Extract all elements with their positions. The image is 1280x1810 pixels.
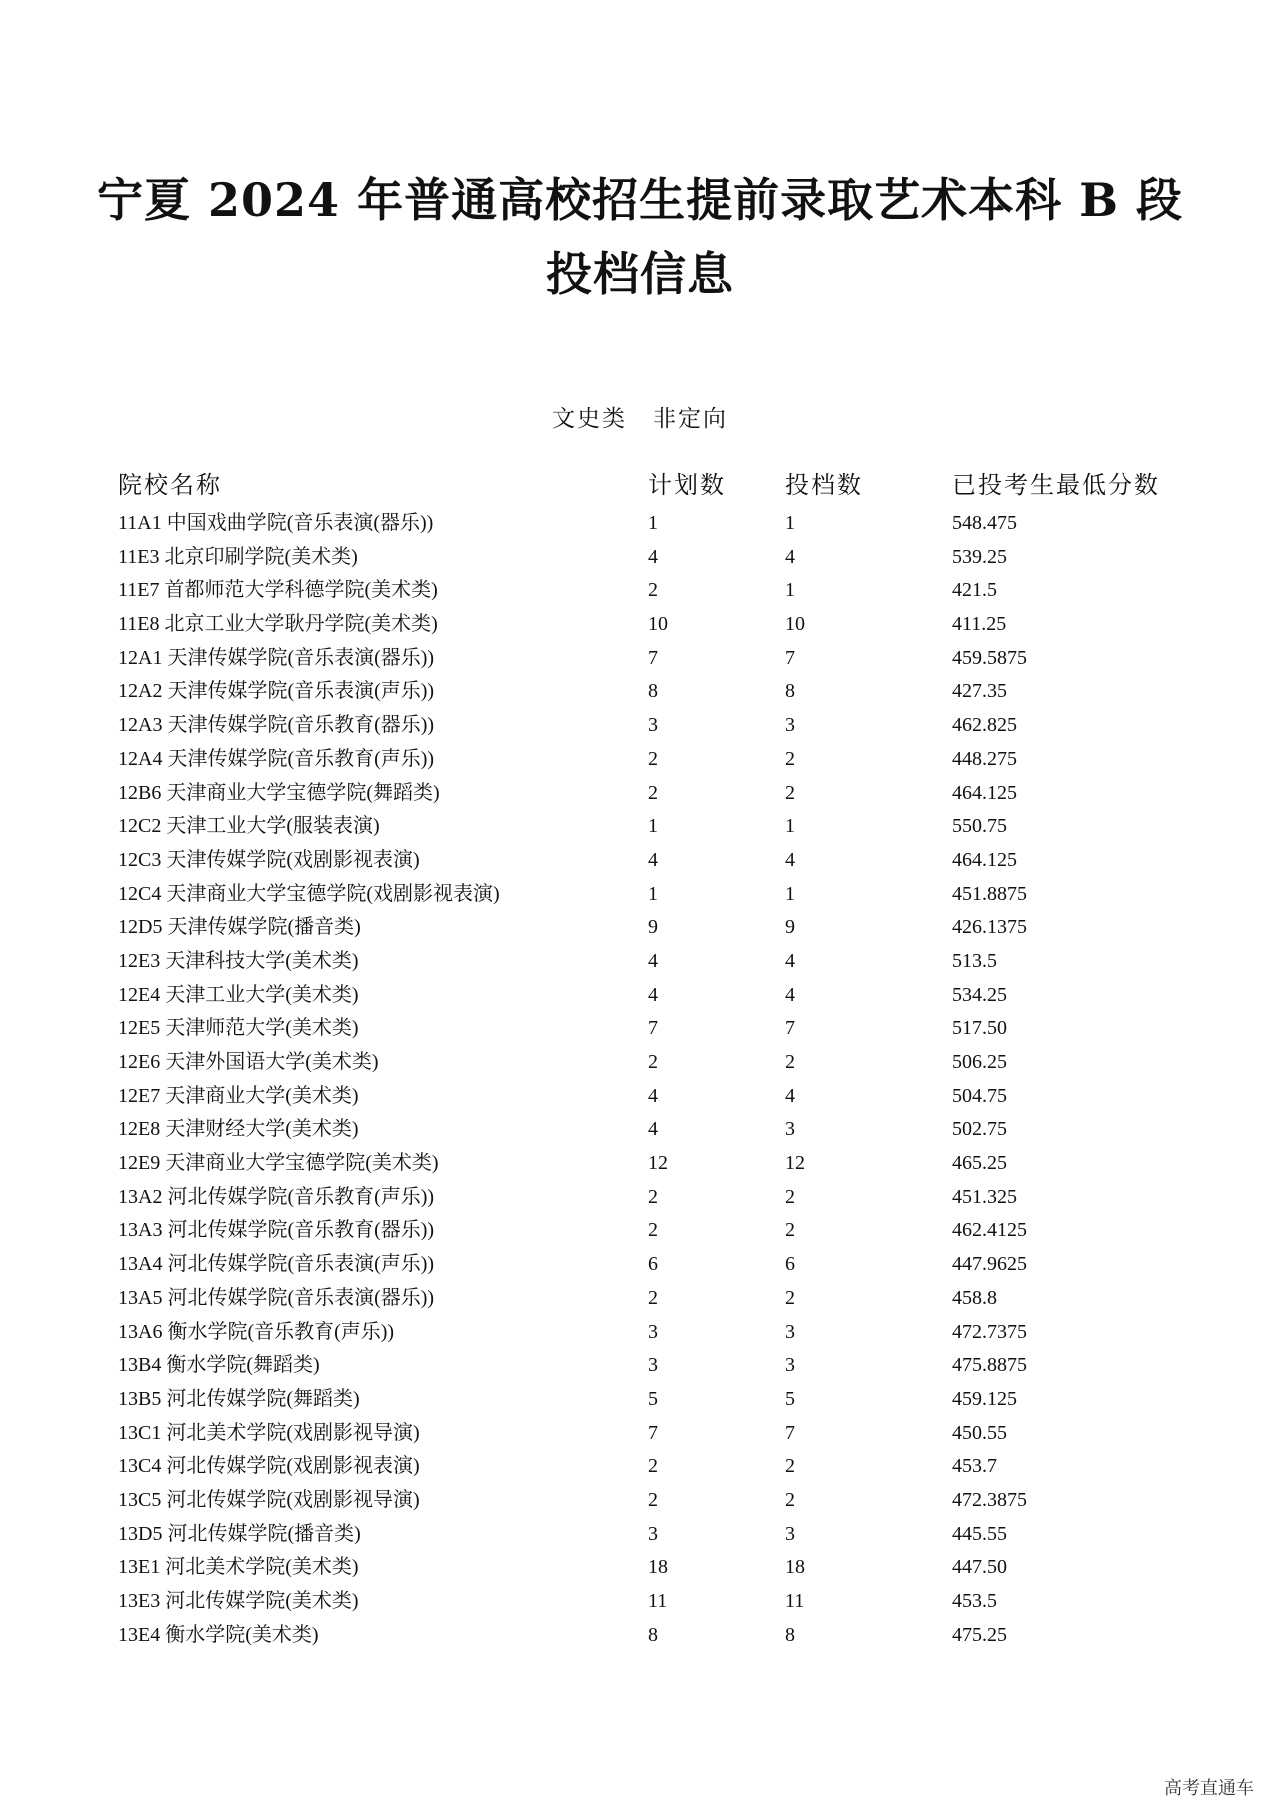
cell-school-name: 12A3 天津传媒学院(音乐教育(器乐)) <box>118 714 435 737</box>
table-row <box>118 743 1198 777</box>
cell-plan-count: 4 <box>648 848 658 871</box>
table-row <box>118 1585 1198 1619</box>
header-school-name: 院校名称 <box>118 471 222 499</box>
table-row <box>118 507 1198 541</box>
cell-min-score: 453.5 <box>952 1590 997 1612</box>
cell-admit-count: 2 <box>785 1286 795 1309</box>
cell-min-score: 453.7 <box>952 1455 997 1478</box>
header-min-score: 已投考生最低分数 <box>952 471 1160 499</box>
cell-min-score: 465.25 <box>952 1152 1007 1175</box>
cell-min-score: 427.35 <box>952 680 1007 703</box>
cell-school-name: 12E6 天津外国语大学(美术类) <box>118 1051 379 1073</box>
cell-min-score: 462.4125 <box>952 1219 1027 1242</box>
cell-school-name: 12E9 天津商业大学宝德学院(美术类) <box>118 1152 439 1175</box>
cell-admit-count: 9 <box>785 916 795 939</box>
cell-plan-count: 4 <box>648 983 658 1006</box>
cell-school-name: 12C2 天津工业大学(服装表演) <box>118 815 380 838</box>
admission-table <box>118 465 1198 1652</box>
cell-plan-count: 2 <box>648 1185 658 1208</box>
cell-min-score: 450.55 <box>952 1421 1007 1444</box>
cell-min-score: 504.75 <box>952 1084 1007 1107</box>
cell-min-score: 539.25 <box>952 545 1007 568</box>
table-row <box>118 1349 1198 1383</box>
cell-admit-count: 1 <box>785 882 795 905</box>
cell-min-score: 447.9625 <box>952 1253 1027 1276</box>
cell-plan-count: 6 <box>648 1253 658 1276</box>
table-row <box>118 878 1198 912</box>
table-row <box>118 1080 1198 1114</box>
cell-plan-count: 2 <box>648 1286 658 1309</box>
cell-school-name: 12C4 天津商业大学宝德学院(戏剧影视表演) <box>118 882 500 905</box>
table-row <box>118 642 1198 676</box>
cell-school-name: 11E3 北京印刷学院(美术类) <box>118 545 358 568</box>
cell-plan-count: 1 <box>648 815 658 838</box>
cell-plan-count: 2 <box>648 781 658 804</box>
cell-min-score: 459.125 <box>952 1387 1017 1410</box>
cell-school-name: 13C5 河北传媒学院(戏剧影视导演) <box>118 1488 420 1511</box>
cell-school-name: 12E7 天津商业大学(美术类) <box>118 1084 359 1107</box>
cell-min-score: 421.5 <box>952 579 997 602</box>
cell-admit-count: 3 <box>785 1522 795 1545</box>
direction-label: 非定向 <box>653 406 728 432</box>
cell-school-name: 11E7 首都师范大学科德学院(美术类) <box>118 579 438 602</box>
cell-min-score: 472.3875 <box>952 1488 1027 1511</box>
cell-admit-count: 18 <box>785 1556 805 1579</box>
cell-admit-count: 7 <box>785 1017 795 1040</box>
cell-plan-count: 2 <box>648 1455 658 1478</box>
cell-school-name: 13A5 河北传媒学院(音乐表演(器乐)) <box>118 1286 435 1309</box>
cell-school-name: 12E8 天津财经大学(美术类) <box>118 1118 359 1141</box>
table-row <box>118 1619 1198 1653</box>
cell-min-score: 548.475 <box>952 512 1017 534</box>
table-row <box>118 1316 1198 1350</box>
cell-admit-count: 8 <box>785 1623 795 1646</box>
cell-min-score: 426.1375 <box>952 916 1027 939</box>
cell-plan-count: 3 <box>648 1522 658 1545</box>
cell-admit-count: 11 <box>785 1590 805 1612</box>
table-row <box>118 1282 1198 1316</box>
cell-plan-count: 3 <box>648 1354 658 1377</box>
cell-admit-count: 3 <box>785 1320 795 1343</box>
page-title: 宁夏 2024 年普通高校招生提前录取艺术本科 B 段 <box>97 173 1183 227</box>
cell-min-score: 464.125 <box>952 848 1017 871</box>
cell-plan-count: 3 <box>648 1320 658 1343</box>
cell-min-score: 447.50 <box>952 1556 1007 1579</box>
table-header <box>118 465 1198 505</box>
cell-admit-count: 4 <box>785 949 795 972</box>
cell-admit-count: 4 <box>785 1084 795 1107</box>
table-row <box>118 979 1198 1013</box>
cell-plan-count: 8 <box>648 680 658 703</box>
cell-school-name: 13A6 衡水学院(音乐教育(声乐)) <box>118 1320 395 1343</box>
table-row <box>118 541 1198 575</box>
table-row <box>118 1417 1198 1451</box>
cell-school-name: 13E1 河北美术学院(美术类) <box>118 1556 359 1579</box>
table-row <box>118 1450 1198 1484</box>
watermark-text: 高考直通车 <box>1164 1778 1254 1799</box>
cell-school-name: 11A1 中国戏曲学院(音乐表演(器乐)) <box>118 512 434 534</box>
cell-min-score: 502.75 <box>952 1118 1007 1141</box>
cell-admit-count: 7 <box>785 646 795 669</box>
cell-admit-count: 2 <box>785 781 795 804</box>
cell-admit-count: 2 <box>785 1185 795 1208</box>
table-row <box>118 1484 1198 1518</box>
table-row <box>118 777 1198 811</box>
cell-admit-count: 6 <box>785 1253 795 1276</box>
cell-school-name: 12E4 天津工业大学(美术类) <box>118 983 359 1006</box>
cell-school-name: 12A2 天津传媒学院(音乐表演(声乐)) <box>118 680 435 703</box>
table-row <box>118 1383 1198 1417</box>
cell-min-score: 517.50 <box>952 1017 1007 1040</box>
cell-min-score: 506.25 <box>952 1051 1007 1073</box>
cell-plan-count: 11 <box>648 1590 668 1612</box>
cell-plan-count: 2 <box>648 1219 658 1242</box>
cell-admit-count: 1 <box>785 579 795 602</box>
table-row <box>118 1046 1198 1080</box>
cell-admit-count: 12 <box>785 1152 805 1175</box>
cell-school-name: 13A3 河北传媒学院(音乐教育(器乐)) <box>118 1219 435 1242</box>
cell-admit-count: 2 <box>785 1488 795 1511</box>
cell-admit-count: 2 <box>785 1455 795 1478</box>
cell-min-score: 472.7375 <box>952 1320 1027 1343</box>
cell-admit-count: 3 <box>785 1118 795 1141</box>
cell-plan-count: 2 <box>648 579 658 602</box>
table-row <box>118 810 1198 844</box>
table-row <box>118 709 1198 743</box>
table-row <box>118 1551 1198 1585</box>
cell-school-name: 13E3 河北传媒学院(美术类) <box>118 1590 359 1612</box>
cell-min-score: 448.275 <box>952 747 1017 770</box>
cell-admit-count: 3 <box>785 714 795 737</box>
section-subtitle <box>0 400 1280 433</box>
cell-min-score: 459.5875 <box>952 646 1027 669</box>
cell-min-score: 451.8875 <box>952 882 1027 905</box>
cell-plan-count: 1 <box>648 882 658 905</box>
cell-plan-count: 2 <box>648 1051 658 1073</box>
cell-admit-count: 10 <box>785 613 805 636</box>
cell-min-score: 411.25 <box>952 613 1007 636</box>
cell-admit-count: 5 <box>785 1387 795 1410</box>
cell-school-name: 13B4 衡水学院(舞蹈类) <box>118 1354 320 1377</box>
table-row <box>118 675 1198 709</box>
cell-admit-count: 1 <box>785 815 795 838</box>
cell-admit-count: 2 <box>785 1219 795 1242</box>
cell-plan-count: 7 <box>648 1017 658 1040</box>
table-row <box>118 1214 1198 1248</box>
cell-admit-count: 4 <box>785 848 795 871</box>
table-row <box>118 844 1198 878</box>
cell-plan-count: 2 <box>648 1488 658 1511</box>
table-row <box>118 1181 1198 1215</box>
cell-plan-count: 12 <box>648 1152 668 1175</box>
cell-admit-count: 4 <box>785 545 795 568</box>
cell-plan-count: 8 <box>648 1623 658 1646</box>
cell-min-score: 513.5 <box>952 949 997 972</box>
cell-school-name: 11E8 北京工业大学耿丹学院(美术类) <box>118 613 438 636</box>
table-row <box>118 1012 1198 1046</box>
cell-min-score: 445.55 <box>952 1522 1007 1545</box>
cell-admit-count: 2 <box>785 1051 795 1073</box>
cell-min-score: 462.825 <box>952 714 1017 737</box>
cell-plan-count: 4 <box>648 1084 658 1107</box>
cell-plan-count: 4 <box>648 949 658 972</box>
cell-school-name: 12A4 天津传媒学院(音乐教育(声乐)) <box>118 747 435 770</box>
cell-admit-count: 8 <box>785 680 795 703</box>
cell-admit-count: 7 <box>785 1421 795 1444</box>
table-row <box>118 911 1198 945</box>
cell-plan-count: 7 <box>648 1421 658 1444</box>
cell-plan-count: 4 <box>648 545 658 568</box>
table-row <box>118 1518 1198 1552</box>
cell-min-score: 550.75 <box>952 815 1007 838</box>
cell-school-name: 12D5 天津传媒学院(播音类) <box>118 916 361 939</box>
table-body <box>118 507 1198 1652</box>
cell-admit-count: 4 <box>785 983 795 1006</box>
cell-school-name: 13C1 河北美术学院(戏剧影视导演) <box>118 1421 420 1444</box>
cell-admit-count: 3 <box>785 1354 795 1377</box>
cell-school-name: 13B5 河北传媒学院(舞蹈类) <box>118 1387 360 1410</box>
cell-plan-count: 18 <box>648 1556 668 1579</box>
cell-school-name: 12B6 天津商业大学宝德学院(舞蹈类) <box>118 781 440 804</box>
table-row <box>118 1248 1198 1282</box>
table-row <box>118 945 1198 979</box>
cell-school-name: 13C4 河北传媒学院(戏剧影视表演) <box>118 1455 420 1478</box>
table-row <box>118 1113 1198 1147</box>
cell-plan-count: 9 <box>648 916 658 939</box>
cell-school-name: 12C3 天津传媒学院(戏剧影视表演) <box>118 848 420 871</box>
cell-school-name: 13D5 河北传媒学院(播音类) <box>118 1522 361 1545</box>
cell-min-score: 451.325 <box>952 1185 1017 1208</box>
cell-school-name: 13A2 河北传媒学院(音乐教育(声乐)) <box>118 1185 435 1208</box>
cell-min-score: 534.25 <box>952 983 1007 1006</box>
cell-min-score: 464.125 <box>952 781 1017 804</box>
cell-school-name: 12E5 天津师范大学(美术类) <box>118 1017 359 1040</box>
header-admit-count: 投档数 <box>785 471 863 499</box>
cell-school-name: 12E3 天津科技大学(美术类) <box>118 949 359 972</box>
table-row <box>118 1147 1198 1181</box>
cell-plan-count: 5 <box>648 1387 658 1410</box>
cell-school-name: 13A4 河北传媒学院(音乐表演(声乐)) <box>118 1253 435 1276</box>
cell-plan-count: 7 <box>648 646 658 669</box>
cell-plan-count: 2 <box>648 747 658 770</box>
cell-school-name: 13E4 衡水学院(美术类) <box>118 1623 319 1646</box>
table-row <box>118 608 1198 642</box>
category-label: 文史类 <box>552 406 627 432</box>
page-title-line2: 投档信息 <box>546 247 734 301</box>
cell-admit-count: 1 <box>785 512 795 534</box>
cell-plan-count: 10 <box>648 613 668 636</box>
cell-admit-count: 2 <box>785 747 795 770</box>
cell-school-name: 12A1 天津传媒学院(音乐表演(器乐)) <box>118 646 435 669</box>
cell-min-score: 475.8875 <box>952 1354 1027 1377</box>
cell-min-score: 475.25 <box>952 1623 1007 1646</box>
header-plan-count: 计划数 <box>648 471 726 499</box>
cell-plan-count: 3 <box>648 714 658 737</box>
cell-plan-count: 1 <box>648 512 658 534</box>
cell-plan-count: 4 <box>648 1118 658 1141</box>
cell-min-score: 458.8 <box>952 1286 997 1309</box>
table-row <box>118 574 1198 608</box>
